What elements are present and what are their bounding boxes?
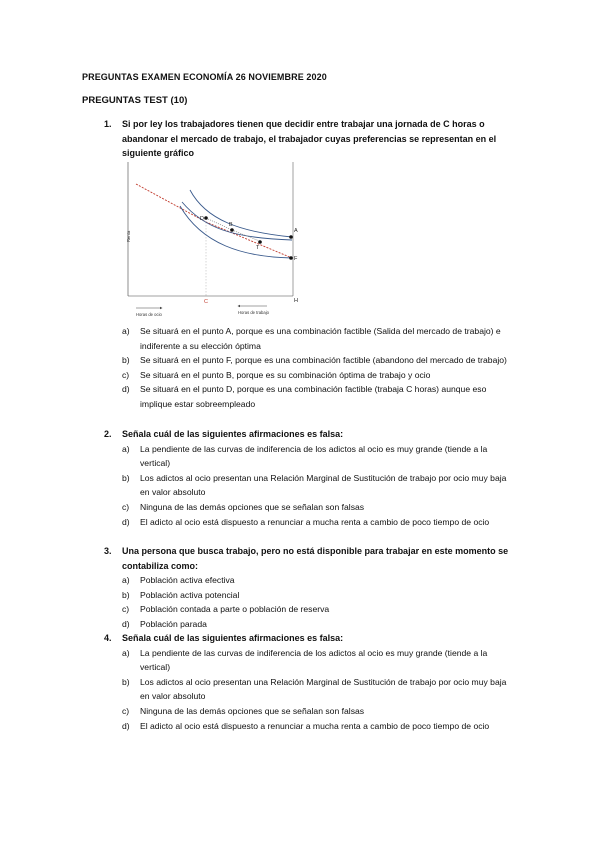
option-3a[interactable]: a) Población activa efectiva [122,575,235,586]
point-t-marker [258,240,262,244]
option-2a[interactable]: a) La pendiente de las curvas de indiferencia de los adictos al ocio es muy grande (tiende a la vertical) [122,443,488,469]
h-label: H [294,298,298,304]
question-stem: Una persona que busca trabajo, pero no está disponible para trabajar en este momento se contabiliza como: [122,546,509,571]
option-2b[interactable]: b) Los adictos al ocio presentan una Relación Marginal de Sustitución de trabajo por ocio muy baja en valor absoluto [122,472,507,498]
indifference-curve-high [182,202,292,240]
labor-leisure-figure [122,160,302,322]
leisure-axis-label: Horas de ocio [136,312,162,317]
point-f-label: F [294,256,298,262]
point-d-label: D [200,216,204,222]
question-4 [82,631,518,733]
exam-title: PREGUNTAS EXAMEN ECONOMÍA 26 NOVIEMBRE 2020 [82,72,327,82]
question-1-options [82,324,518,412]
option-1d[interactable]: d) Se situará en el punto D, porque es una combinación factible (trabaja C horas) aunque eso implique estar sobreempleado [122,384,487,409]
point-a-label: A [294,228,298,234]
indifference-curve-graph [122,160,302,322]
option-1b[interactable]: b) Se situará en el punto F, porque es una combinación factible (abandono del mercado de trabajo) [122,355,507,366]
question-2 [82,427,518,529]
option-4d[interactable]: d) El adicto al ocio está dispuesto a renunciar a mucha renta a cambio de poco tiempo de ocio [122,720,490,731]
question-1 [82,117,518,161]
question-number: 3. [104,546,112,556]
point-f-marker [289,256,293,260]
option-4a[interactable]: a) La pendiente de las curvas de indiferencia de los adictos al ocio es muy grande (tiende a la vertical) [122,647,488,673]
question-stem: Señala cuál de las siguientes afirmaciones es falsa: [122,429,344,439]
question-number: 1. [104,119,112,129]
question-number: 4. [104,633,112,643]
c-label: C [204,299,208,305]
work-arrowhead [238,305,241,307]
option-3d[interactable]: d) Población parada [122,618,207,629]
question-3 [82,544,518,632]
point-t-label: T [256,245,260,251]
leisure-arrowhead [160,307,163,309]
section-title: PREGUNTAS TEST (10) [82,95,188,106]
option-1c[interactable]: c) Se situará en el punto B, porque es su combinación óptima de trabajo y ocio [122,369,431,380]
option-3c[interactable]: c) Población contada a parte o población de reserva [122,604,330,615]
option-2c[interactable]: c) Ninguna de las demás opciones que se señalan son falsas [122,501,365,512]
option-4b[interactable]: b) Los adictos al ocio presentan una Relación Marginal de Sustitución de trabajo por ocio muy baja en valor absoluto [122,676,507,702]
question-number: 2. [104,429,112,439]
point-b-marker [230,228,234,232]
point-b-label: B [229,222,233,228]
point-d-marker [204,216,208,220]
point-a-marker [289,235,293,239]
option-2d[interactable]: d) El adicto al ocio está dispuesto a renunciar a mucha renta a cambio de poco tiempo de ocio [122,516,490,527]
indifference-curve-mid [190,190,292,237]
question-stem: Si por ley los trabajadores tienen que decidir entre trabajar una jornada de C horas o abandonar el mercado de trabajo, el trabajador cuyas preferencias se representan en el siguiente gráfico [122,119,497,159]
option-4c[interactable]: c) Ninguna de las demás opciones que se señalan son falsas [122,705,365,716]
indifference-curve-low [180,206,292,258]
option-1a[interactable]: a) Se situará en el punto A, porque es una combinación factible (Salida del mercado de trabajo) e indiferente a su elección óptima [122,326,501,351]
budget-constraint-line [136,184,292,258]
y-axis-label: Renta [126,230,131,242]
option-3b[interactable]: b) Población activa potencial [122,589,240,600]
jornada-line [206,218,262,242]
work-axis-label: Horas de trabajo [238,310,269,315]
question-stem: Señala cuál de las siguientes afirmaciones es falsa: [122,633,344,643]
